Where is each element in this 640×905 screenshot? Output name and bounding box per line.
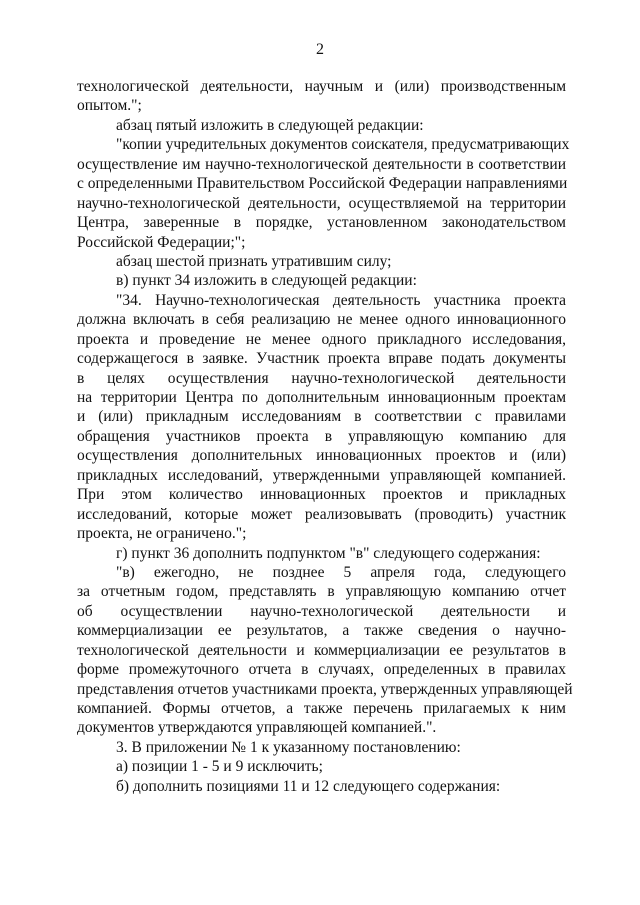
text-line: Центра, заверенные в порядке, установленном законодательством [77, 214, 566, 232]
text-line: на территории Центра по дополнительным инновационным проектам [77, 389, 566, 406]
document-body [77, 77, 573, 796]
text-line: 3. В приложении № 1 к указанному постановлению: [116, 738, 461, 756]
text-line: б) дополнить позициями 11 и 12 следующего содержания: [116, 777, 501, 795]
text-line: в целях осуществления научно-технологической деятельности [77, 369, 566, 387]
text-line: "в) ежегодно, не позднее 5 апреля года, следующего [116, 563, 566, 581]
text-line: обращения участников проекта в управляющую компанию для [77, 427, 566, 445]
text-line: с определенными Правительством Российской Федерации направлениями [77, 175, 568, 193]
text-line: научно-технологической деятельности, осуществляемой на территории [77, 194, 566, 212]
text-line: документов утверждаются управляющей компанией.". [77, 719, 437, 737]
text-line: форме промежуточного отчета в случаях, определенных в правилах [77, 661, 566, 679]
text-line: технологической деятельности, научным и (или) производственным [77, 78, 566, 95]
text-line: технологической деятельности и коммерциализации ее результатов в [77, 641, 566, 659]
text-line: абзац шестой признать утратившим силу; [116, 252, 392, 270]
text-line: содержащегося в заявке. Участник проекта вправе подать документы [77, 350, 566, 368]
text-line: в) пункт 34 изложить в следующей редакции: [116, 272, 417, 290]
text-line: за отчетным годом, представлять в управляющую компанию отчет [77, 583, 566, 601]
text-line: а) позиции 1 - 5 и 9 исключить; [116, 758, 323, 776]
text-line: абзац пятый изложить в следующей редакции: [116, 116, 424, 134]
text-line: об осуществлении научно-технологической деятельности и [77, 602, 566, 620]
text-line: г) пункт 36 дополнить подпунктом "в" следующего содержания: [116, 544, 541, 562]
text-line: "копии учредительных документов соискателя, предусматривающих [116, 136, 570, 154]
text-line: осуществление им научно-технологической деятельности в соответствии [77, 155, 566, 173]
text-line: компанией. Формы отчетов, а также перечень прилагаемых к ним [77, 700, 566, 717]
text-line: прикладных исследований, утвержденными управляющей компанией. [77, 466, 566, 484]
text-line: исследований, которые может реализовывать (проводить) участник [77, 505, 566, 523]
page-number: 2 [316, 41, 324, 58]
text-line: опытом."; [77, 97, 142, 115]
text-line: проекта, не ограничено."; [77, 525, 247, 543]
text-line: При этом количество инновационных проектов и прикладных [77, 486, 566, 504]
text-line: коммерциализации ее результатов, а также сведения о научно- [77, 622, 566, 640]
text-line: Российской Федерации;"; [77, 233, 246, 251]
text-line: осуществления дополнительных инновационных проектов и (или) [77, 447, 566, 465]
text-line: "34. Научно-технологическая деятельность участника проекта [116, 291, 566, 309]
text-line: представления отчетов участниками проекта, утвержденных управляющей [77, 680, 573, 698]
text-line: и (или) прикладным исследованиям в соответствии с правилами [77, 408, 566, 426]
text-line: должна включать в себя реализацию не менее одного инновационного [77, 311, 566, 329]
text-line: проекта и проведение не менее одного прикладного исследования, [77, 330, 566, 348]
